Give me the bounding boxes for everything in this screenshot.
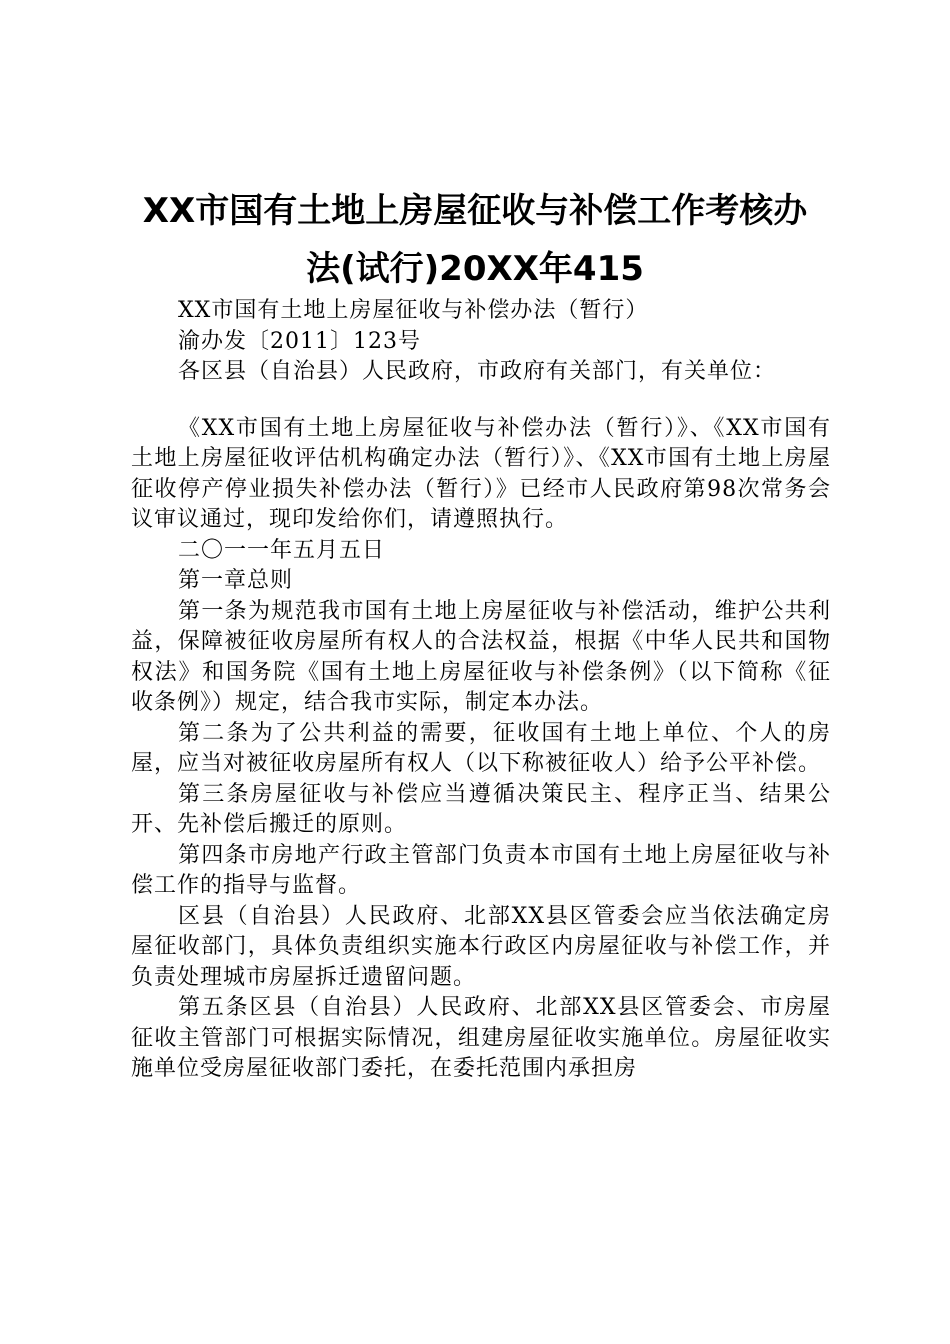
article-paragraph: 区县（自治县）人民政府、北部XX县区管委会应当依法确定房屋征收部门，具体负责组织实施本行政区内房屋征收与补偿工作，并负责处理城市房屋拆迁遗留问题。 [131,903,831,990]
addressee-line: 各区县（自治县）人民政府，市政府有关部门，有关单位： [178,359,777,384]
document-body [131,296,831,1085]
chapter-heading: 第一章总则 [178,568,294,593]
article-paragraph: 第四条市房地产行政主管部门负责本市国有土地上房屋征收与补偿工作的指导与监督。 [131,842,831,898]
notice-paragraph: 《XX市国有土地上房屋征收与补偿办法（暂行）》、《XX市国有土地上房屋征收评估机构确定办法（暂行）》、《XX市国有土地上房屋征收停产停业损失补偿办法（暂行）》已经市人民政府第98次常务会议审议通过，现印发给你们，请遵照执行。 [131,415,831,532]
regulation-name: XX市国有土地上房屋征收与补偿办法（暂行） [178,298,649,323]
document-title-line-2: 法(试行)20XX年415 [306,249,644,289]
article-paragraph: 第五条区县（自治县）人民政府、北部XX县区管委会、市房屋征收主管部门可根据实际情况，组建房屋征收实施单位。房屋征收实施单位受房屋征收部门委托，在委托范围内承担房 [131,995,831,1081]
article-paragraph: 第一条为规范我市国有土地上房屋征收与补偿活动，维护公共利益，保障被征收房屋所有权人的合法权益，根据《中华人民共和国物权法》和国务院《国有土地上房屋征收与补偿条例》（以下简称《征收条例》）规定，结合我市实际，制定本办法。 [131,598,831,715]
document-number: 渝办发〔2011〕123号 [178,328,421,354]
document-title-line-1: XX市国有土地上房屋征收与补偿工作考核办 [142,191,808,231]
article-paragraph: 第三条房屋征收与补偿应当遵循决策民主、程序正当、结果公开、先补偿后搬迁的原则。 [131,781,831,837]
issue-date: 二〇一一年五月五日 [178,537,386,563]
article-paragraph: 第二条为了公共利益的需要，征收国有土地上单位、个人的房屋，应当对被征收房屋所有权人（以下称被征收人）给予公平补偿。 [131,720,831,776]
